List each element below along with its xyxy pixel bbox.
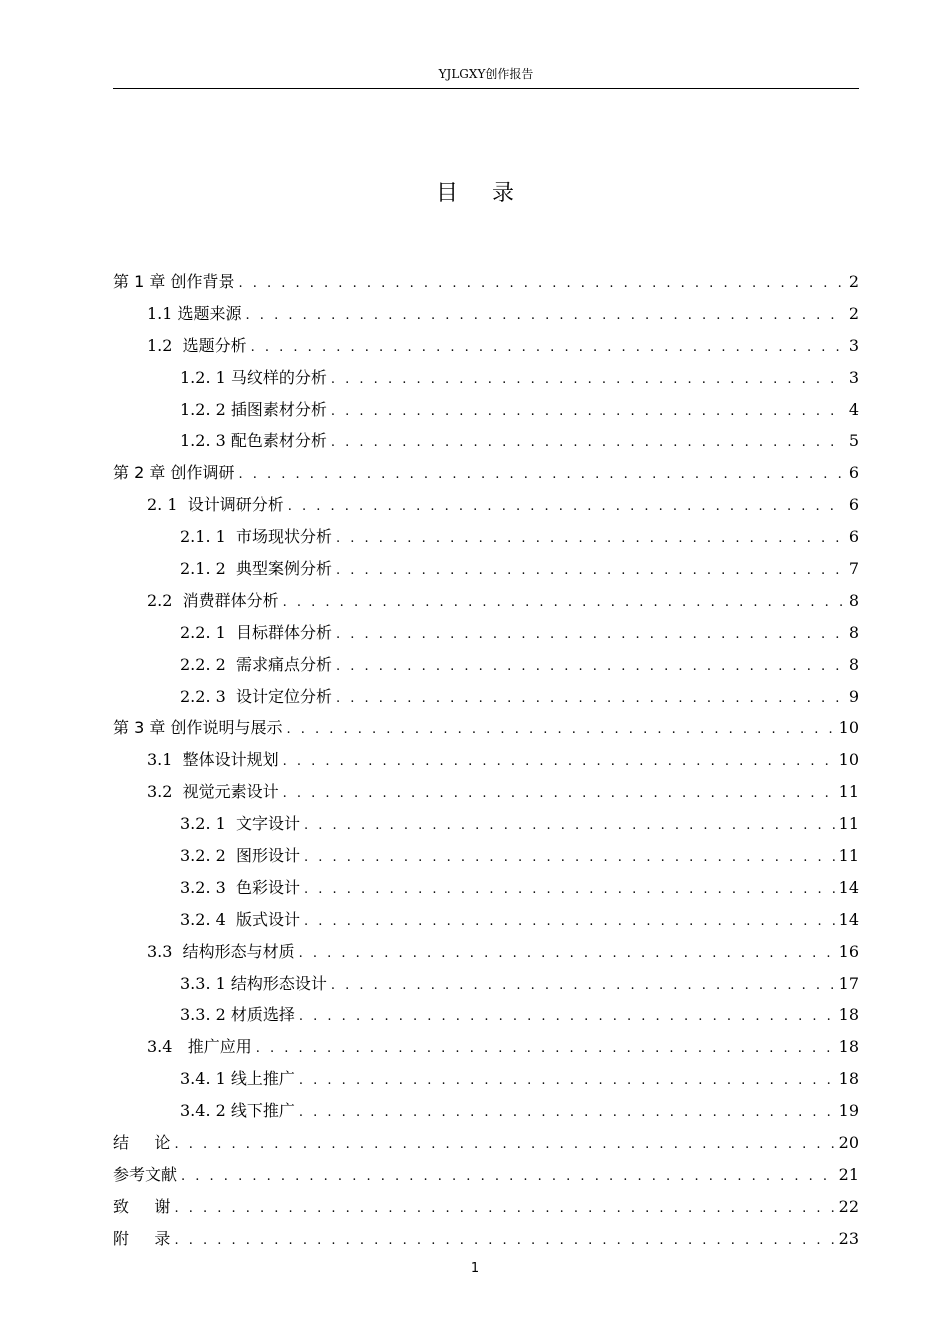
toc-leader-dots (336, 523, 843, 555)
toc-entry[interactable] (113, 776, 859, 808)
toc-entry-label: 第 1 章 创作背景 (113, 272, 235, 291)
toc-leader-dots (286, 714, 834, 746)
toc-entry[interactable] (113, 968, 859, 1000)
toc-entry[interactable] (113, 266, 859, 298)
toc-leader-dots (336, 683, 843, 715)
page-header: YJLGXY创作报告 (438, 67, 534, 81)
toc-entry-page: 23 (838, 1228, 859, 1248)
toc-leader-dots (238, 459, 843, 491)
toc-entry[interactable] (113, 330, 859, 362)
toc-entry-page: 11 (838, 782, 859, 802)
toc-title: 目录 (435, 181, 548, 206)
toc-entry-page: 11 (838, 846, 859, 866)
toc-entry[interactable] (113, 298, 859, 330)
toc-leader-dots (336, 651, 843, 683)
table-of-contents (113, 266, 859, 1255)
header-rule (113, 88, 859, 89)
page-number: 1 (470, 1261, 480, 1276)
toc-leader-dots (331, 396, 843, 428)
toc-entry[interactable] (113, 1127, 859, 1159)
toc-entry[interactable] (113, 1223, 859, 1255)
toc-entry-label: 2.2 消费群体分析 (147, 590, 279, 610)
toc-entry-label: 2.1. 1 市场现状分析 (180, 527, 332, 547)
toc-entry[interactable] (113, 681, 859, 713)
toc-entry[interactable] (113, 1031, 859, 1063)
toc-entry-page: 3 (848, 367, 859, 387)
toc-entry[interactable] (113, 617, 859, 649)
toc-entry[interactable] (113, 457, 859, 489)
toc-entry[interactable] (113, 553, 859, 585)
toc-entry[interactable] (113, 840, 859, 872)
toc-entry-label: 2.2. 3 设计定位分析 (180, 686, 332, 706)
toc-entry-page: 8 (848, 590, 859, 610)
toc-leader-dots (283, 587, 843, 619)
toc-entry[interactable] (113, 585, 859, 617)
toc-entry-label: 3.2. 3 色彩设计 (180, 877, 300, 897)
toc-entry-label: 1.2 选题分析 (147, 335, 247, 355)
toc-entry-label: 3.1 整体设计规划 (147, 750, 279, 770)
toc-entry-label: 3.2. 1 文字设计 (180, 814, 300, 834)
toc-entry[interactable] (113, 425, 859, 457)
toc-entry-label: 附 录 (113, 1228, 171, 1248)
toc-leader-dots (331, 970, 835, 1002)
toc-leader-dots (283, 746, 835, 778)
toc-entry-page: 10 (838, 750, 859, 770)
toc-leader-dots (304, 810, 835, 842)
toc-entry-page: 5 (848, 431, 859, 451)
toc-leader-dots (304, 874, 835, 906)
toc-entry[interactable] (113, 362, 859, 394)
toc-entry-page: 2 (848, 303, 859, 323)
toc-entry-page: 18 (838, 1069, 859, 1089)
toc-entry[interactable] (113, 1063, 859, 1095)
toc-entry-page: 19 (838, 1101, 859, 1121)
toc-leader-dots (299, 1097, 835, 1129)
toc-entry-label: 1.2. 2 插图素材分析 (180, 399, 327, 419)
toc-entry-label: 3.3. 2 材质选择 (180, 1005, 295, 1025)
toc-entry[interactable] (113, 744, 859, 776)
toc-entry-page: 21 (838, 1164, 859, 1184)
toc-leader-dots (336, 555, 843, 587)
toc-entry[interactable] (113, 1191, 859, 1223)
toc-entry[interactable] (113, 521, 859, 553)
toc-entry-page: 18 (838, 1005, 859, 1025)
toc-leader-dots (331, 427, 843, 459)
toc-entry-label: 2.1. 2 典型案例分析 (180, 559, 332, 579)
toc-entry-label: 参考文献 (113, 1164, 178, 1184)
toc-entry[interactable] (113, 936, 859, 968)
toc-entry[interactable] (113, 904, 859, 936)
toc-entry[interactable] (113, 999, 859, 1031)
toc-entry-page: 11 (838, 814, 859, 834)
toc-leader-dots (288, 491, 843, 523)
toc-leader-dots (336, 619, 843, 651)
toc-entry-page: 7 (848, 559, 859, 579)
toc-entry-page: 2 (848, 272, 859, 291)
toc-leader-dots (299, 1001, 835, 1033)
toc-entry-label: 3.2. 4 版式设计 (180, 909, 300, 929)
toc-entry-page: 14 (838, 877, 859, 897)
toc-entry-page: 8 (848, 622, 859, 642)
toc-leader-dots (251, 332, 843, 364)
toc-entry-label: 1.2. 3 配色素材分析 (180, 431, 327, 451)
toc-entry-label: 第 3 章 创作说明与展示 (113, 718, 283, 738)
toc-entry[interactable] (113, 1159, 859, 1191)
toc-entry-page: 16 (838, 941, 859, 961)
toc-entry-page: 6 (848, 495, 859, 515)
toc-entry-label: 1.1 选题来源 (147, 303, 242, 323)
toc-entry[interactable] (113, 489, 859, 521)
toc-leader-dots (238, 268, 843, 300)
toc-entry[interactable] (113, 712, 859, 744)
toc-leader-dots (174, 1193, 834, 1225)
toc-entry-label: 结 论 (113, 1133, 171, 1153)
toc-entry[interactable] (113, 872, 859, 904)
toc-entry-label: 3.4. 2 线下推广 (180, 1101, 295, 1121)
toc-leader-dots (331, 364, 843, 396)
toc-entry-page: 14 (838, 909, 859, 929)
toc-leader-dots (299, 1065, 835, 1097)
toc-entry-page: 22 (838, 1196, 859, 1216)
toc-entry-page: 6 (848, 463, 859, 483)
toc-leader-dots (304, 906, 835, 938)
toc-entry-label: 3.4. 1 线上推广 (180, 1069, 295, 1089)
toc-leader-dots (256, 1033, 835, 1065)
toc-entry-label: 2.2. 2 需求痛点分析 (180, 654, 332, 674)
toc-entry-page: 10 (838, 718, 859, 738)
toc-leader-dots (283, 778, 835, 810)
toc-entry-page: 4 (848, 399, 859, 419)
toc-entry-page: 3 (848, 335, 859, 355)
toc-entry-page: 6 (848, 527, 859, 547)
toc-entry[interactable] (113, 1095, 859, 1127)
toc-entry-label: 致 谢 (113, 1196, 171, 1216)
toc-entry-page: 20 (838, 1133, 859, 1153)
toc-entry[interactable] (113, 394, 859, 426)
toc-leader-dots (174, 1225, 834, 1257)
toc-entry-label: 2.2. 1 目标群体分析 (180, 622, 332, 642)
toc-leader-dots (299, 938, 835, 970)
toc-entry-label: 第 2 章 创作调研 (113, 463, 235, 483)
toc-entry-label: 3.4 推广应用 (147, 1037, 252, 1057)
toc-entry-page: 8 (848, 654, 859, 674)
toc-leader-dots (304, 842, 835, 874)
toc-leader-dots (181, 1161, 835, 1193)
toc-leader-dots (174, 1129, 834, 1161)
toc-entry[interactable] (113, 808, 859, 840)
toc-entry-label: 3.3. 1 结构形态设计 (180, 973, 327, 993)
toc-leader-dots (246, 300, 843, 332)
toc-entry[interactable] (113, 649, 859, 681)
toc-entry-page: 17 (838, 973, 859, 993)
toc-entry-label: 1.2. 1 马纹样的分析 (180, 367, 327, 387)
toc-entry-label: 3.3 结构形态与材质 (147, 941, 295, 961)
toc-entry-page: 9 (848, 686, 859, 706)
toc-entry-label: 3.2. 2 图形设计 (180, 846, 300, 866)
toc-entry-page: 18 (838, 1037, 859, 1057)
toc-entry-label: 3.2 视觉元素设计 (147, 782, 279, 802)
toc-entry-label: 2. 1 设计调研分析 (147, 495, 284, 515)
